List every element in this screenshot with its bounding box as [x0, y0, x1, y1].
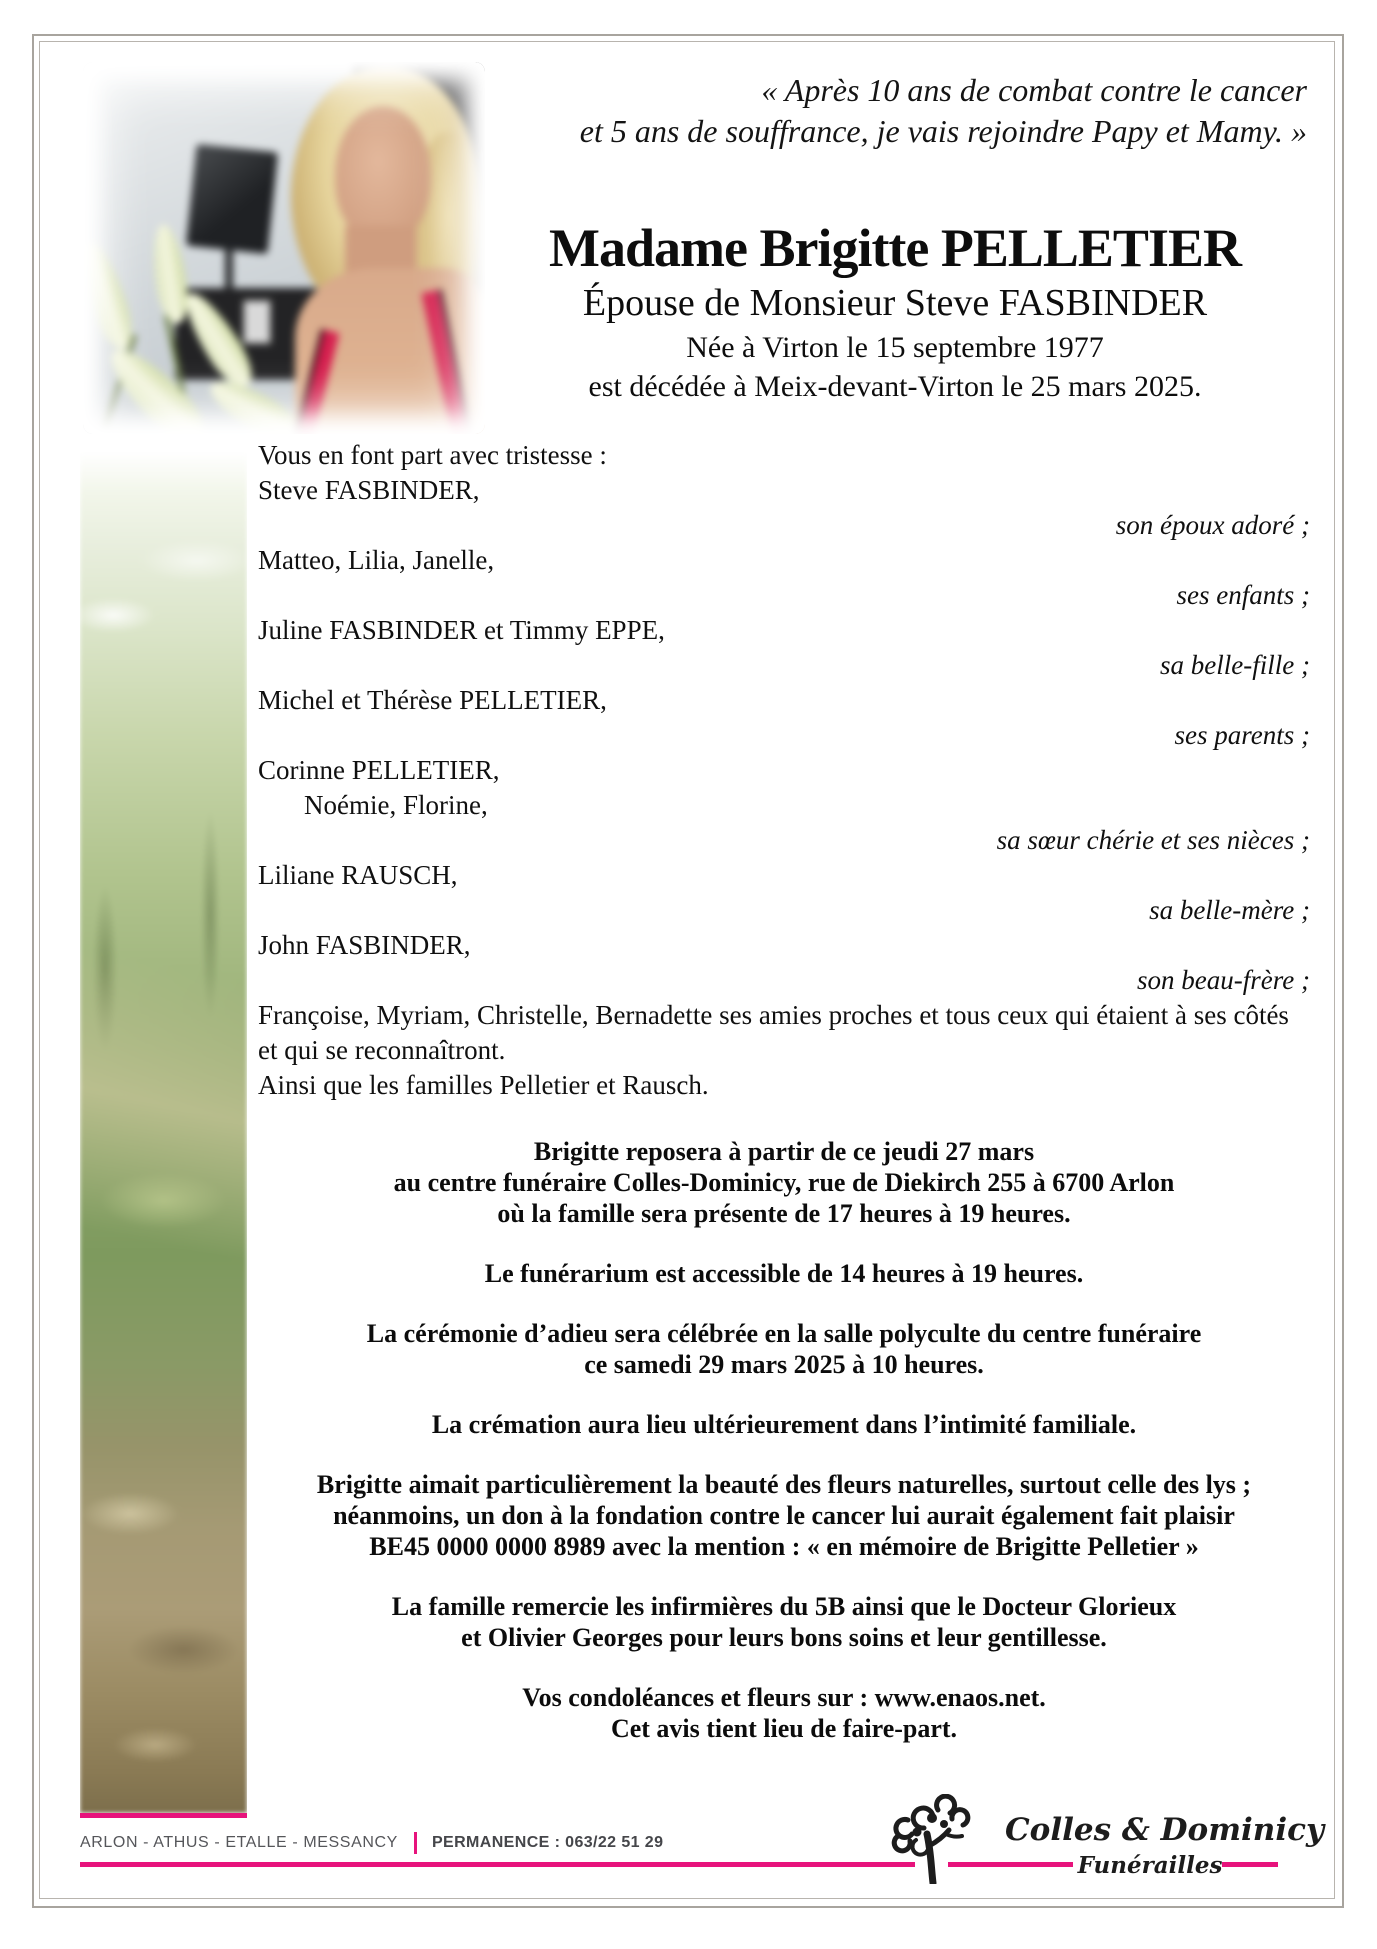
ceremony-line: et Olivier Georges pour leurs bons soins et leur gentillesse. — [461, 1623, 1107, 1652]
friends-line: Françoise, Myriam, Christelle, Bernadette ses amies proches et tous ceux qui étaient à ses côtés et qui se reconnaîtront. — [258, 1000, 1289, 1065]
footer-accent-line-left — [80, 1862, 915, 1867]
family-name: John FASBINDER, — [258, 930, 471, 960]
donation-account-line: BE45 0000 0000 8989 avec la mention : « en mémoire de Brigitte Pelletier » — [369, 1532, 1199, 1561]
family-name: Matteo, Lilia, Janelle, — [258, 545, 495, 575]
ceremony-line: néanmoins, un don à la fondation contre le cancer lui aurait également fait plaisir — [333, 1501, 1235, 1530]
spouse-line: Épouse de Monsieur Steve FASBINDER — [582, 282, 1208, 324]
family-relation: ses parents ; — [1174, 720, 1310, 750]
tree-icon — [886, 1794, 986, 1884]
footer-permanence: PERMANENCE : 063/22 51 29 — [431, 1834, 664, 1851]
farewell-paragraph — [258, 1318, 1310, 1380]
family-name: Michel et Thérèse PELLETIER, — [258, 685, 607, 715]
ceremony-line: La cérémonie d’adieu sera célébrée en la salle polyculte du centre funéraire — [366, 1319, 1202, 1348]
family-name: Corinne PELLETIER, — [258, 755, 500, 785]
ceremony-line: où la famille sera présente de 17 heures à 19 heures. — [497, 1199, 1071, 1228]
repose-paragraph — [258, 1136, 1310, 1229]
family-name: Steve FASBINDER, — [258, 475, 480, 505]
intro-line: Vous en font part avec tristesse : — [258, 440, 607, 470]
funeral-home-name: Colles & Dominicy — [1005, 1812, 1324, 1848]
photo-strip-underline — [80, 1813, 247, 1818]
cremation-paragraph — [258, 1409, 1310, 1440]
deceased-name: Madame Brigitte PELLETIER — [549, 218, 1241, 278]
ceremony-line: La famille remercie les infirmières du 5B ainsi que le Docteur Glorieux — [391, 1592, 1177, 1621]
condolences-website-line: Vos condoléances et fleurs sur : www.enaos.net. — [522, 1683, 1046, 1712]
family-list — [258, 438, 1310, 1103]
funeral-home-logo — [1005, 1810, 1324, 1880]
ceremony-details — [258, 1136, 1310, 1773]
family-relation: ses enfants ; — [1176, 580, 1310, 610]
ceremony-line: au centre funéraire Colles-Dominicy, rue de Diekirch 255 à 6700 Arlon — [393, 1168, 1175, 1197]
death-line: est décédée à Meix-devant-Virton le 25 mars 2025. — [588, 370, 1202, 403]
condolences-paragraph — [258, 1682, 1310, 1744]
family-name: Noémie, Florine, — [304, 790, 488, 820]
funeral-home-tagline: Funérailles — [1077, 1852, 1223, 1879]
ceremony-line: Le funérarium est accessible de 14 heures à 19 heures. — [484, 1259, 1084, 1288]
notice-line: Cet avis tient lieu de faire-part. — [610, 1714, 958, 1743]
flowers-donation-paragraph — [258, 1469, 1310, 1562]
funerarium-paragraph — [258, 1258, 1310, 1289]
birth-line: Née à Virton le 15 septembre 1977 — [686, 331, 1104, 364]
footer-contact — [80, 1832, 663, 1854]
ceremony-line: La crémation aura lieu ultérieurement dans l’intimité familiale. — [431, 1410, 1137, 1439]
footer-separator — [414, 1832, 417, 1854]
family-name: Liliane RAUSCH, — [258, 860, 458, 890]
memorial-quote — [407, 70, 1307, 152]
family-name: Juline FASBINDER et Timmy EPPE, — [258, 615, 665, 645]
family-relation: son époux adoré ; — [1115, 510, 1310, 540]
family-relation: son beau-frère ; — [1137, 965, 1310, 995]
thanks-paragraph — [258, 1591, 1310, 1653]
quote-line-2: et 5 ans de souffrance, je vais rejoindre Papy et Mamy. » — [579, 113, 1307, 149]
deceased-header — [480, 218, 1310, 407]
families-line: Ainsi que les familles Pelletier et Rausch. — [258, 1070, 709, 1100]
family-relation: sa belle-fille ; — [1160, 650, 1310, 680]
family-relation: sa belle-mère ; — [1149, 895, 1310, 925]
ceremony-line: Brigitte aimait particulièrement la beauté des fleurs naturelles, surtout celle des lys ; — [316, 1470, 1252, 1499]
ceremony-line: ce samedi 29 mars 2025 à 10 heures. — [584, 1350, 984, 1379]
quote-line-1: « Après 10 ans de combat contre le cancer — [761, 72, 1307, 108]
ceremony-line: Brigitte reposera à partir de ce jeudi 27 mars — [533, 1137, 1035, 1166]
forest-path-photo — [80, 452, 247, 1813]
footer-cities: ARLON - ATHUS - ETALLE - MESSANCY — [80, 1834, 398, 1851]
family-relation: sa sœur chérie et ses nièces ; — [996, 825, 1310, 855]
